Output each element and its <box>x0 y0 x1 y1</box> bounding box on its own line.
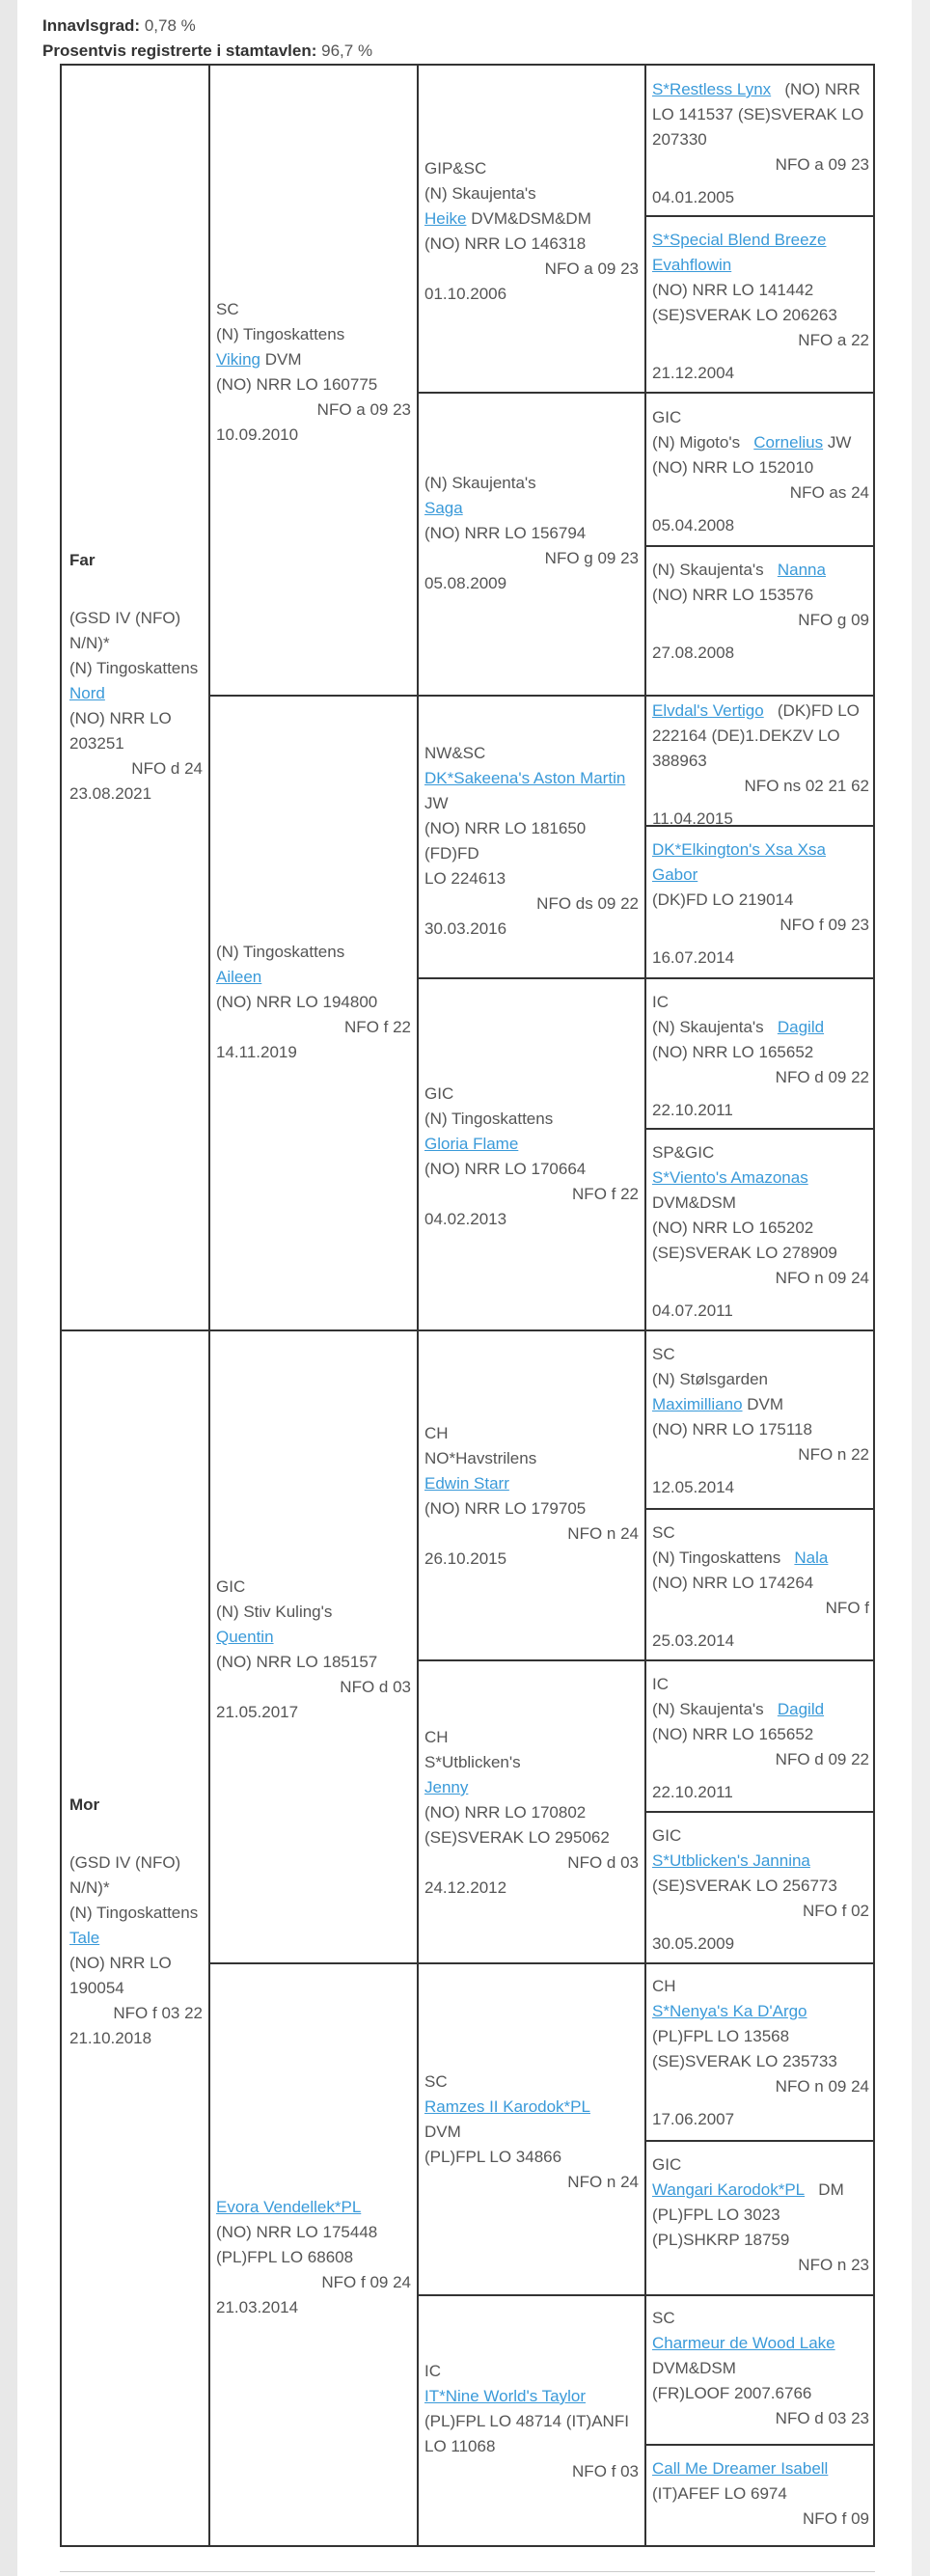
gen4-cell <box>646 228 875 386</box>
cat-prefix: (N) Skaujenta's <box>652 1018 764 1036</box>
cat-title: IC <box>652 1675 669 1693</box>
cat-reg: (FR)LOOF 2007.6766 <box>652 2384 812 2402</box>
cat-name-link[interactable]: Jenny <box>424 1778 469 1796</box>
cat-reg2: LO 11068 <box>424 2437 496 2455</box>
sire-reg: (NO) NRR LO 203251 <box>69 709 172 753</box>
cat-name-link[interactable]: S*Viento's Amazonas <box>652 1168 808 1187</box>
cat-color: NFO f 09 24 <box>321 2273 411 2291</box>
cat-dob: 21.03.2014 <box>216 2298 299 2316</box>
cat-reg: (NO) NRR LO 175118 <box>652 1420 812 1439</box>
cat-suffix: DVM <box>747 1395 784 1413</box>
pedigree-stats <box>42 14 372 64</box>
registered-value: 96,7 % <box>321 41 373 60</box>
sire-ems: (GSD IV (NFO) N/N)* <box>69 609 181 652</box>
cat-color: NFO n 09 24 <box>775 2077 869 2096</box>
cat-prefix: NO*Havstrilens <box>424 1449 537 1467</box>
cat-color: NFO ns 02 21 62 <box>744 777 869 795</box>
gen3-cell <box>419 1421 644 1572</box>
cat-name-link[interactable]: Evora Vendellek*PL <box>216 2198 362 2216</box>
cat-name-link[interactable]: Dagild <box>777 1018 825 1036</box>
cat-dob: 30.05.2009 <box>652 1934 735 1953</box>
cat-title: GIC <box>652 1826 682 1845</box>
cat-prefix: (N) Migoto's <box>652 433 741 452</box>
cat-prefix: (N) Tingoskattens <box>424 1110 554 1128</box>
row-divider <box>417 2294 873 2296</box>
sire-prefix: (N) Tingoskattens <box>69 659 199 677</box>
sire-name-link[interactable]: Nord <box>69 684 105 702</box>
row-divider <box>417 392 873 394</box>
cat-color: NFO d 03 <box>567 1853 639 1872</box>
gen3-cell <box>419 2069 644 2195</box>
cat-dob: 05.08.2009 <box>424 574 507 592</box>
cat-title: IC <box>652 993 669 1011</box>
cat-prefix: (N) Skaujenta's <box>424 184 536 203</box>
gen4-cell <box>646 1823 875 1957</box>
cat-reg: (NO) NRR LO 170802 <box>424 1803 587 1822</box>
gen2-cell <box>210 297 417 448</box>
cat-dob: 17.06.2007 <box>652 2110 735 2128</box>
cat-reg: (PL)FPL LO 3023 <box>652 2206 780 2224</box>
cat-suffix: DVM&DSM&DM <box>471 209 591 228</box>
registered-label: Prosentvis registrerte i stamtavlen: <box>42 41 317 60</box>
sire-role: Far <box>69 551 96 569</box>
cat-color: NFO f 03 <box>572 2462 639 2480</box>
cat-reg: (NO) NRR LO 165652 <box>652 1043 814 1061</box>
cat-reg: (NO) NRR LO 160775 <box>216 375 378 394</box>
cat-title: GIC <box>652 2155 682 2174</box>
gen4-cell <box>646 558 875 666</box>
cat-reg: (DK)FD LO 219014 <box>652 891 794 909</box>
gen4-cell <box>646 1521 875 1654</box>
cat-dob: 12.05.2014 <box>652 1478 735 1496</box>
cat-dob: 10.09.2010 <box>216 425 299 444</box>
cat-reg: (NO) NRR LO 152010 <box>652 458 814 477</box>
cat-reg: (NO) NRR LO 185157 <box>216 1653 378 1671</box>
cat-name-link[interactable]: Nala <box>794 1548 829 1567</box>
gen3-cell <box>419 471 644 596</box>
cat-name-link[interactable]: Dagild <box>777 1700 825 1718</box>
cat-reg: (NO) NRR LO 153576 <box>652 586 814 604</box>
cat-name-link[interactable]: IT*Nine World's Taylor <box>424 2387 587 2405</box>
gen4-cell <box>646 2306 875 2431</box>
cat-reg: 222164 (DE)1.DEKZV LO <box>652 726 840 745</box>
cat-color: NFO g 09 23 <box>544 549 639 567</box>
cat-title: CH <box>424 1728 449 1746</box>
cat-name-link[interactable]: Nanna <box>777 561 826 579</box>
cat-name-link[interactable]: Elvdal's Vertigo <box>652 701 764 720</box>
row-divider <box>644 1811 873 1813</box>
cat-color: NFO f 09 23 <box>780 916 869 934</box>
cat-reg: (NO) NRR LO 179705 <box>424 1499 587 1518</box>
cat-reg: (PL)FPL LO 13568 <box>652 2027 790 2045</box>
cat-reg: (PL)FPL LO 34866 <box>424 2148 562 2166</box>
cat-dob: 05.04.2008 <box>652 516 735 534</box>
cat-prefix: (N) Stiv Kuling's <box>216 1603 333 1621</box>
cat-dob: 22.10.2011 <box>652 1101 733 1119</box>
dam-dob: 21.10.2018 <box>69 2029 152 2047</box>
cat-name-link[interactable]: Ramzes II Karodok*PL <box>424 2097 590 2116</box>
cat-reg-inline: (DK)FD LO <box>777 701 860 720</box>
cat-name-link[interactable]: Gloria Flame <box>424 1135 519 1153</box>
cat-suffix: JW <box>827 433 852 452</box>
cat-name-link[interactable]: Heike <box>424 209 467 228</box>
cat-dob: 11.04.2015 <box>652 809 733 828</box>
inbreeding-row <box>42 14 372 39</box>
cat-reg2: (PL)FPL LO 68608 <box>216 2248 354 2266</box>
gen3-cell <box>419 1082 644 1232</box>
cat-name-link[interactable]: DK*Elkington's Xsa Xsa Gabor <box>652 840 826 884</box>
cat-dob: 27.08.2008 <box>652 644 735 662</box>
cat-title: CH <box>652 1977 676 1995</box>
inbreeding-label: Innavlsgrad: <box>42 16 141 35</box>
cat-title: SC <box>652 2309 675 2327</box>
cat-prefix: (N) Tingoskattens <box>216 325 345 343</box>
spacer <box>69 573 203 606</box>
cat-reg2: (SE)SVERAK LO 235733 <box>652 2052 837 2070</box>
cat-color: NFO a 09 23 <box>544 260 639 278</box>
dam-role: Mor <box>69 1795 100 1814</box>
cat-dob: 21.12.2004 <box>652 364 735 382</box>
cat-reg2: 207330 <box>652 130 707 149</box>
cat-reg: (NO) NRR LO 165652 <box>652 1725 814 1743</box>
gen3-cell <box>419 2359 644 2484</box>
cat-reg: (NO) NRR LO 175448 <box>216 2223 378 2241</box>
dam-reg: (NO) NRR LO 190054 <box>69 1954 172 1997</box>
cat-reg2: LO 224613 <box>424 869 506 888</box>
dam-name-link[interactable]: Tale <box>69 1929 100 1947</box>
cat-color: NFO f 09 <box>803 2509 869 2528</box>
cat-color: NFO a 09 23 <box>316 400 411 419</box>
cat-reg2: (SE)SVERAK LO 295062 <box>424 1828 610 1847</box>
cat-color: NFO d 03 23 <box>775 2409 869 2427</box>
cat-title: CH <box>424 1424 449 1442</box>
cat-color: NFO d 03 <box>340 1678 411 1696</box>
cat-dob: 22.10.2011 <box>652 1783 733 1801</box>
dam-cell <box>64 1793 208 2051</box>
gen3-cell <box>419 1725 644 1901</box>
row-divider <box>62 1329 873 1331</box>
cat-color: NFO as 24 <box>789 483 869 502</box>
cat-name-link[interactable]: Saga <box>424 499 463 517</box>
cat-name-link[interactable]: Wangari Karodok*PL <box>652 2180 806 2199</box>
row-divider <box>417 1659 873 1661</box>
pedigree-table <box>60 64 875 2547</box>
gen2-cell <box>210 1575 417 1725</box>
cat-reg: (PL)FPL LO 48714 (IT)ANFI <box>424 2412 629 2430</box>
cat-reg: (NO) NRR LO 181650 (FD)FD <box>424 819 587 863</box>
cat-suffix: JW <box>424 794 449 812</box>
gen4-cell <box>646 990 875 1123</box>
cat-dob: 24.12.2012 <box>424 1878 507 1897</box>
cat-name-link[interactable]: DK*Sakeena's Aston Martin <box>424 769 626 787</box>
cat-suffix: DVM <box>264 350 302 369</box>
cat-title: GIC <box>652 408 682 426</box>
cat-reg: (NO) NRR LO 156794 <box>424 524 587 542</box>
cat-color: NFO d 09 22 <box>775 1750 869 1768</box>
cat-dob: 21.05.2017 <box>216 1703 299 1721</box>
cat-title: GIP&SC <box>424 159 487 178</box>
cat-dob: 01.10.2006 <box>424 285 507 303</box>
cat-name-link[interactable]: Maximilliano <box>652 1395 743 1413</box>
gen4-cell <box>646 77 875 210</box>
sire-color: NFO d 24 <box>131 759 203 778</box>
cat-reg2: 388963 <box>652 752 707 770</box>
cat-name-link[interactable]: S*Nenya's Ka D'Argo <box>652 2002 807 2020</box>
cat-reg2: (PL)SHKRP 18759 <box>652 2231 790 2249</box>
cat-suffix: DVM&DSM <box>652 2359 736 2377</box>
cat-title: IC <box>424 2362 441 2380</box>
gen4-cell <box>646 1140 875 1324</box>
cat-color: NFO n 09 24 <box>775 1269 869 1287</box>
cat-prefix: (N) Skaujenta's <box>652 1700 764 1718</box>
inbreeding-value: 0,78 % <box>144 16 196 35</box>
cat-dob: 04.01.2005 <box>652 188 735 206</box>
cat-reg2: (SE)SVERAK LO 206263 <box>652 306 837 324</box>
cat-reg: (NO) NRR LO 170664 <box>424 1160 587 1178</box>
dam-prefix: (N) Tingoskattens <box>69 1904 199 1922</box>
cat-dob: 04.07.2011 <box>652 1302 733 1320</box>
gen4-cell <box>646 2456 875 2532</box>
row-divider <box>644 1508 873 1510</box>
cat-dob: 14.11.2019 <box>216 1043 297 1061</box>
row-divider <box>208 1962 873 1964</box>
row-divider <box>644 2444 873 2446</box>
cat-color: NFO f <box>825 1599 869 1617</box>
row-divider <box>417 977 873 979</box>
cat-color: NFO a 09 23 <box>775 155 869 174</box>
row-divider <box>644 545 873 547</box>
cat-prefix: (N) Tingoskattens <box>652 1548 781 1567</box>
row-divider <box>644 2140 873 2142</box>
cat-color: NFO n 24 <box>567 2173 639 2191</box>
spacer <box>69 1818 203 1850</box>
cat-title: SC <box>652 1523 675 1542</box>
cat-color: NFO f 22 <box>344 1018 411 1036</box>
cat-prefix: (N) Stølsgarden <box>652 1370 768 1388</box>
cat-suffix: DVM <box>424 2123 461 2141</box>
footer-divider <box>60 2571 875 2572</box>
cat-dob: 30.03.2016 <box>424 919 507 938</box>
cat-name-link[interactable]: S*Special Blend Breeze Evahflowin <box>652 231 827 274</box>
gen4-cell <box>646 2152 875 2278</box>
cat-color: NFO n 24 <box>567 1524 639 1543</box>
cat-dob: 16.07.2014 <box>652 948 735 967</box>
cat-name-link[interactable]: Aileen <box>216 968 262 986</box>
cat-prefix: (N) Skaujenta's <box>424 474 536 492</box>
cat-color: NFO f 22 <box>572 1185 639 1203</box>
cat-name-link[interactable]: Charmeur de Wood Lake <box>652 2334 835 2352</box>
sire-dob: 23.08.2021 <box>69 784 152 803</box>
page-scrollbar[interactable] <box>0 0 17 2576</box>
dam-color: NFO f 03 22 <box>113 2004 203 2022</box>
registered-row <box>42 39 372 64</box>
cat-reg: (NO) NRR LO 165202 <box>652 1219 814 1237</box>
cat-reg-inline: (NO) NRR <box>784 80 861 98</box>
gen4-cell <box>646 1672 875 1805</box>
cat-title: SC <box>216 300 239 318</box>
gen4-cell <box>646 1342 875 1500</box>
cat-prefix: (N) Skaujenta's <box>652 561 764 579</box>
cat-name-link[interactable]: Edwin Starr <box>424 1474 509 1493</box>
cat-reg: (IT)AFEF LO 6974 <box>652 2484 787 2503</box>
cat-reg2: (SE)SVERAK LO 278909 <box>652 1244 837 1262</box>
cat-color: NFO d 09 22 <box>775 1068 869 1086</box>
cat-color: NFO f 02 <box>803 1902 869 1920</box>
cat-color: NFO n 23 <box>798 2256 869 2274</box>
cat-title: GIC <box>216 1577 246 1596</box>
gen4-cell <box>646 1974 875 2132</box>
gen4-cell <box>646 405 875 538</box>
cat-prefix: S*Utblicken's <box>424 1753 521 1771</box>
cat-reg: (NO) NRR LO 194800 <box>216 993 378 1011</box>
cat-dob: 04.02.2013 <box>424 1210 507 1228</box>
cat-name-link[interactable]: S*Utblicken's Jannina <box>652 1851 810 1870</box>
cat-title: SP&GIC <box>652 1143 715 1162</box>
cat-name-link[interactable]: Viking <box>216 350 260 369</box>
cat-color: NFO a 22 <box>798 331 869 349</box>
cat-name-link[interactable]: Call Me Dreamer Isabell <box>652 2459 829 2478</box>
cat-title: GIC <box>424 1084 454 1103</box>
cat-name-link[interactable]: Quentin <box>216 1628 274 1646</box>
dam-ems: (GSD IV (NFO) N/N)* <box>69 1853 181 1897</box>
cat-title: SC <box>424 2072 448 2091</box>
cat-reg: (NO) NRR LO 146318 <box>424 234 587 253</box>
cat-reg: (NO) NRR LO 141442 <box>652 281 814 299</box>
row-divider <box>208 695 873 697</box>
cat-reg: (NO) NRR LO 174264 <box>652 1574 814 1592</box>
cat-prefix: (N) Tingoskattens <box>216 943 345 961</box>
gen2-cell <box>210 2195 417 2320</box>
gen4-cell <box>646 699 875 832</box>
gen3-cell <box>419 741 644 942</box>
cat-suffix: DM <box>818 2180 844 2199</box>
cat-name-link[interactable]: S*Restless Lynx <box>652 80 772 98</box>
gen2-cell <box>210 940 417 1065</box>
cat-color: NFO ds 09 22 <box>536 894 639 913</box>
cat-color: NFO n 22 <box>798 1445 869 1464</box>
row-divider <box>644 1128 873 1130</box>
gen3-cell <box>419 156 644 307</box>
cat-title: SC <box>652 1345 675 1363</box>
cat-name-link[interactable]: Cornelius <box>753 433 824 452</box>
cat-dob: 26.10.2015 <box>424 1549 507 1568</box>
cat-reg: LO 141537 (SE)SVERAK LO <box>652 105 864 123</box>
cat-suffix: DVM&DSM <box>652 1193 736 1212</box>
gen4-cell <box>646 837 875 971</box>
cat-color: NFO g 09 <box>798 611 869 629</box>
cat-title: NW&SC <box>424 744 486 762</box>
row-divider <box>644 215 873 217</box>
cat-dob: 25.03.2014 <box>652 1631 735 1650</box>
cat-reg: (SE)SVERAK LO 256773 <box>652 1877 837 1895</box>
sire-cell <box>64 548 208 807</box>
